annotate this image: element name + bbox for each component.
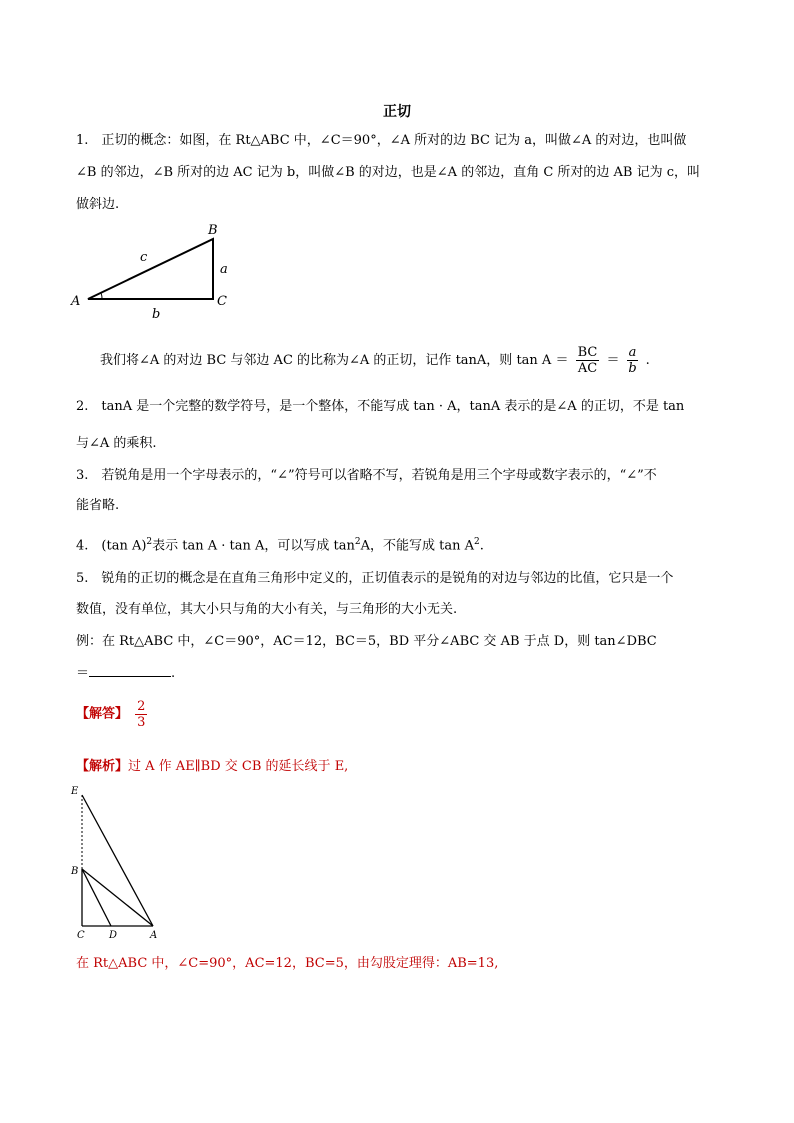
example-line1: 例：在 Rt△ABC 中，∠C＝90°，AC＝12，BC＝5，BD 平分∠ABC 交 AB 于点 D，则 tan∠DBC bbox=[76, 634, 657, 649]
def-tan: tan A ＝ bbox=[516, 353, 569, 368]
point-d-label: D bbox=[109, 930, 118, 941]
answer-fraction bbox=[135, 699, 147, 730]
answer-den: 3 bbox=[137, 715, 146, 730]
point-e-label: E bbox=[71, 786, 79, 797]
example-eq: ＝ bbox=[76, 666, 90, 681]
triangle-shape bbox=[88, 239, 213, 299]
p4-line bbox=[76, 533, 484, 555]
p4-sup3: 2 bbox=[474, 537, 480, 547]
analysis-last-line: 在 Rt△ABC 中，∠C=90°，AC=12，BC=5，由勾股定理得：AB=13, bbox=[76, 956, 499, 971]
p4-mid1: 表示 tan A · tan A，可以写成 tan bbox=[152, 538, 355, 554]
segment-ae bbox=[82, 795, 153, 926]
side-c-label: c bbox=[140, 250, 148, 265]
def-end: . bbox=[645, 353, 650, 368]
p2-line1: 2. tanA 是一个完整的数学符号，是一个整体，不能写成 tan · A，tanA 表示的是∠A 的正切，不是 tan bbox=[76, 399, 685, 414]
p1-line2: ∠B 的邻边，∠B 所对的边 AC 记为 b，叫做∠B 的对边，也是∠A 的邻边，直角 C 所对的边 AB 记为 c，叫 bbox=[76, 165, 701, 180]
p4-end: . bbox=[479, 538, 484, 554]
p4-pre: 4. (tan A) bbox=[76, 538, 147, 554]
def-eq: ＝ bbox=[606, 353, 620, 368]
answer-row bbox=[76, 699, 150, 730]
frac2-num: a bbox=[628, 345, 637, 360]
def-text: 我们将∠A 的对边 BC 与邻边 AC 的比称为∠A 的正切，记作 tanA，则 bbox=[100, 353, 513, 368]
p4-mid2: A，不能写成 tan A bbox=[360, 538, 475, 554]
frac-a-b bbox=[627, 345, 639, 376]
frac1-den: AC bbox=[577, 361, 598, 376]
p3-line1: 3. 若锐角是用一个字母表示的，“∠”符号可以省略不写，若锐角是用三个字母或数字表示的，“∠”不 bbox=[76, 468, 657, 483]
example-end: . bbox=[171, 666, 176, 681]
vertex-a-label: A bbox=[71, 294, 81, 309]
p1-line3: 做斜边. bbox=[76, 197, 120, 212]
p5-line1: 5. 锐角的正切的概念是在直角三角形中定义的，正切值表示的是锐角的对边与邻边的比值，它只是一个 bbox=[76, 571, 674, 586]
point-b-label: B bbox=[71, 866, 79, 877]
p4-sup1: 2 bbox=[146, 537, 153, 547]
page-title: 正切 bbox=[383, 104, 411, 120]
triangle-abc-figure bbox=[66, 218, 246, 328]
side-ab bbox=[82, 869, 153, 926]
point-a-label: A bbox=[150, 930, 158, 941]
example-line2 bbox=[76, 664, 175, 683]
p1-line1: 1. 正切的概念：如图，在 Rt△ABC 中，∠C＝90°，∠A 所对的边 BC 记为 a，叫做∠A 的对边，也叫做 bbox=[76, 133, 687, 148]
side-b-label: b bbox=[152, 307, 161, 322]
p3-line2: 能省略. bbox=[76, 498, 120, 513]
analysis-text: 过 A 作 AE∥BD 交 CB 的延长线于 E, bbox=[128, 759, 349, 774]
tan-definition bbox=[100, 345, 650, 376]
frac1-num: BC bbox=[577, 345, 598, 360]
p4-sup2: 2 bbox=[354, 537, 361, 547]
side-a-label: a bbox=[220, 262, 228, 277]
vertex-b-label: B bbox=[208, 223, 218, 238]
answer-num: 2 bbox=[137, 699, 146, 714]
point-c-label: C bbox=[77, 930, 85, 941]
answer-blank bbox=[89, 664, 171, 677]
segment-bd bbox=[82, 869, 111, 926]
p2-line2: 与∠A 的乘积. bbox=[76, 436, 157, 451]
answer-label: 【解答】 bbox=[76, 706, 129, 722]
analysis-label: 【解析】 bbox=[76, 759, 129, 774]
frac-bc-ac bbox=[576, 345, 600, 376]
vertex-c-label: C bbox=[217, 294, 227, 309]
frac2-den: b bbox=[628, 361, 637, 376]
p5-line2: 数值，没有单位，其大小只与角的大小有关，与三角形的大小无关. bbox=[76, 602, 458, 617]
triangle-construction-figure bbox=[66, 782, 166, 944]
analysis-row bbox=[76, 758, 348, 776]
